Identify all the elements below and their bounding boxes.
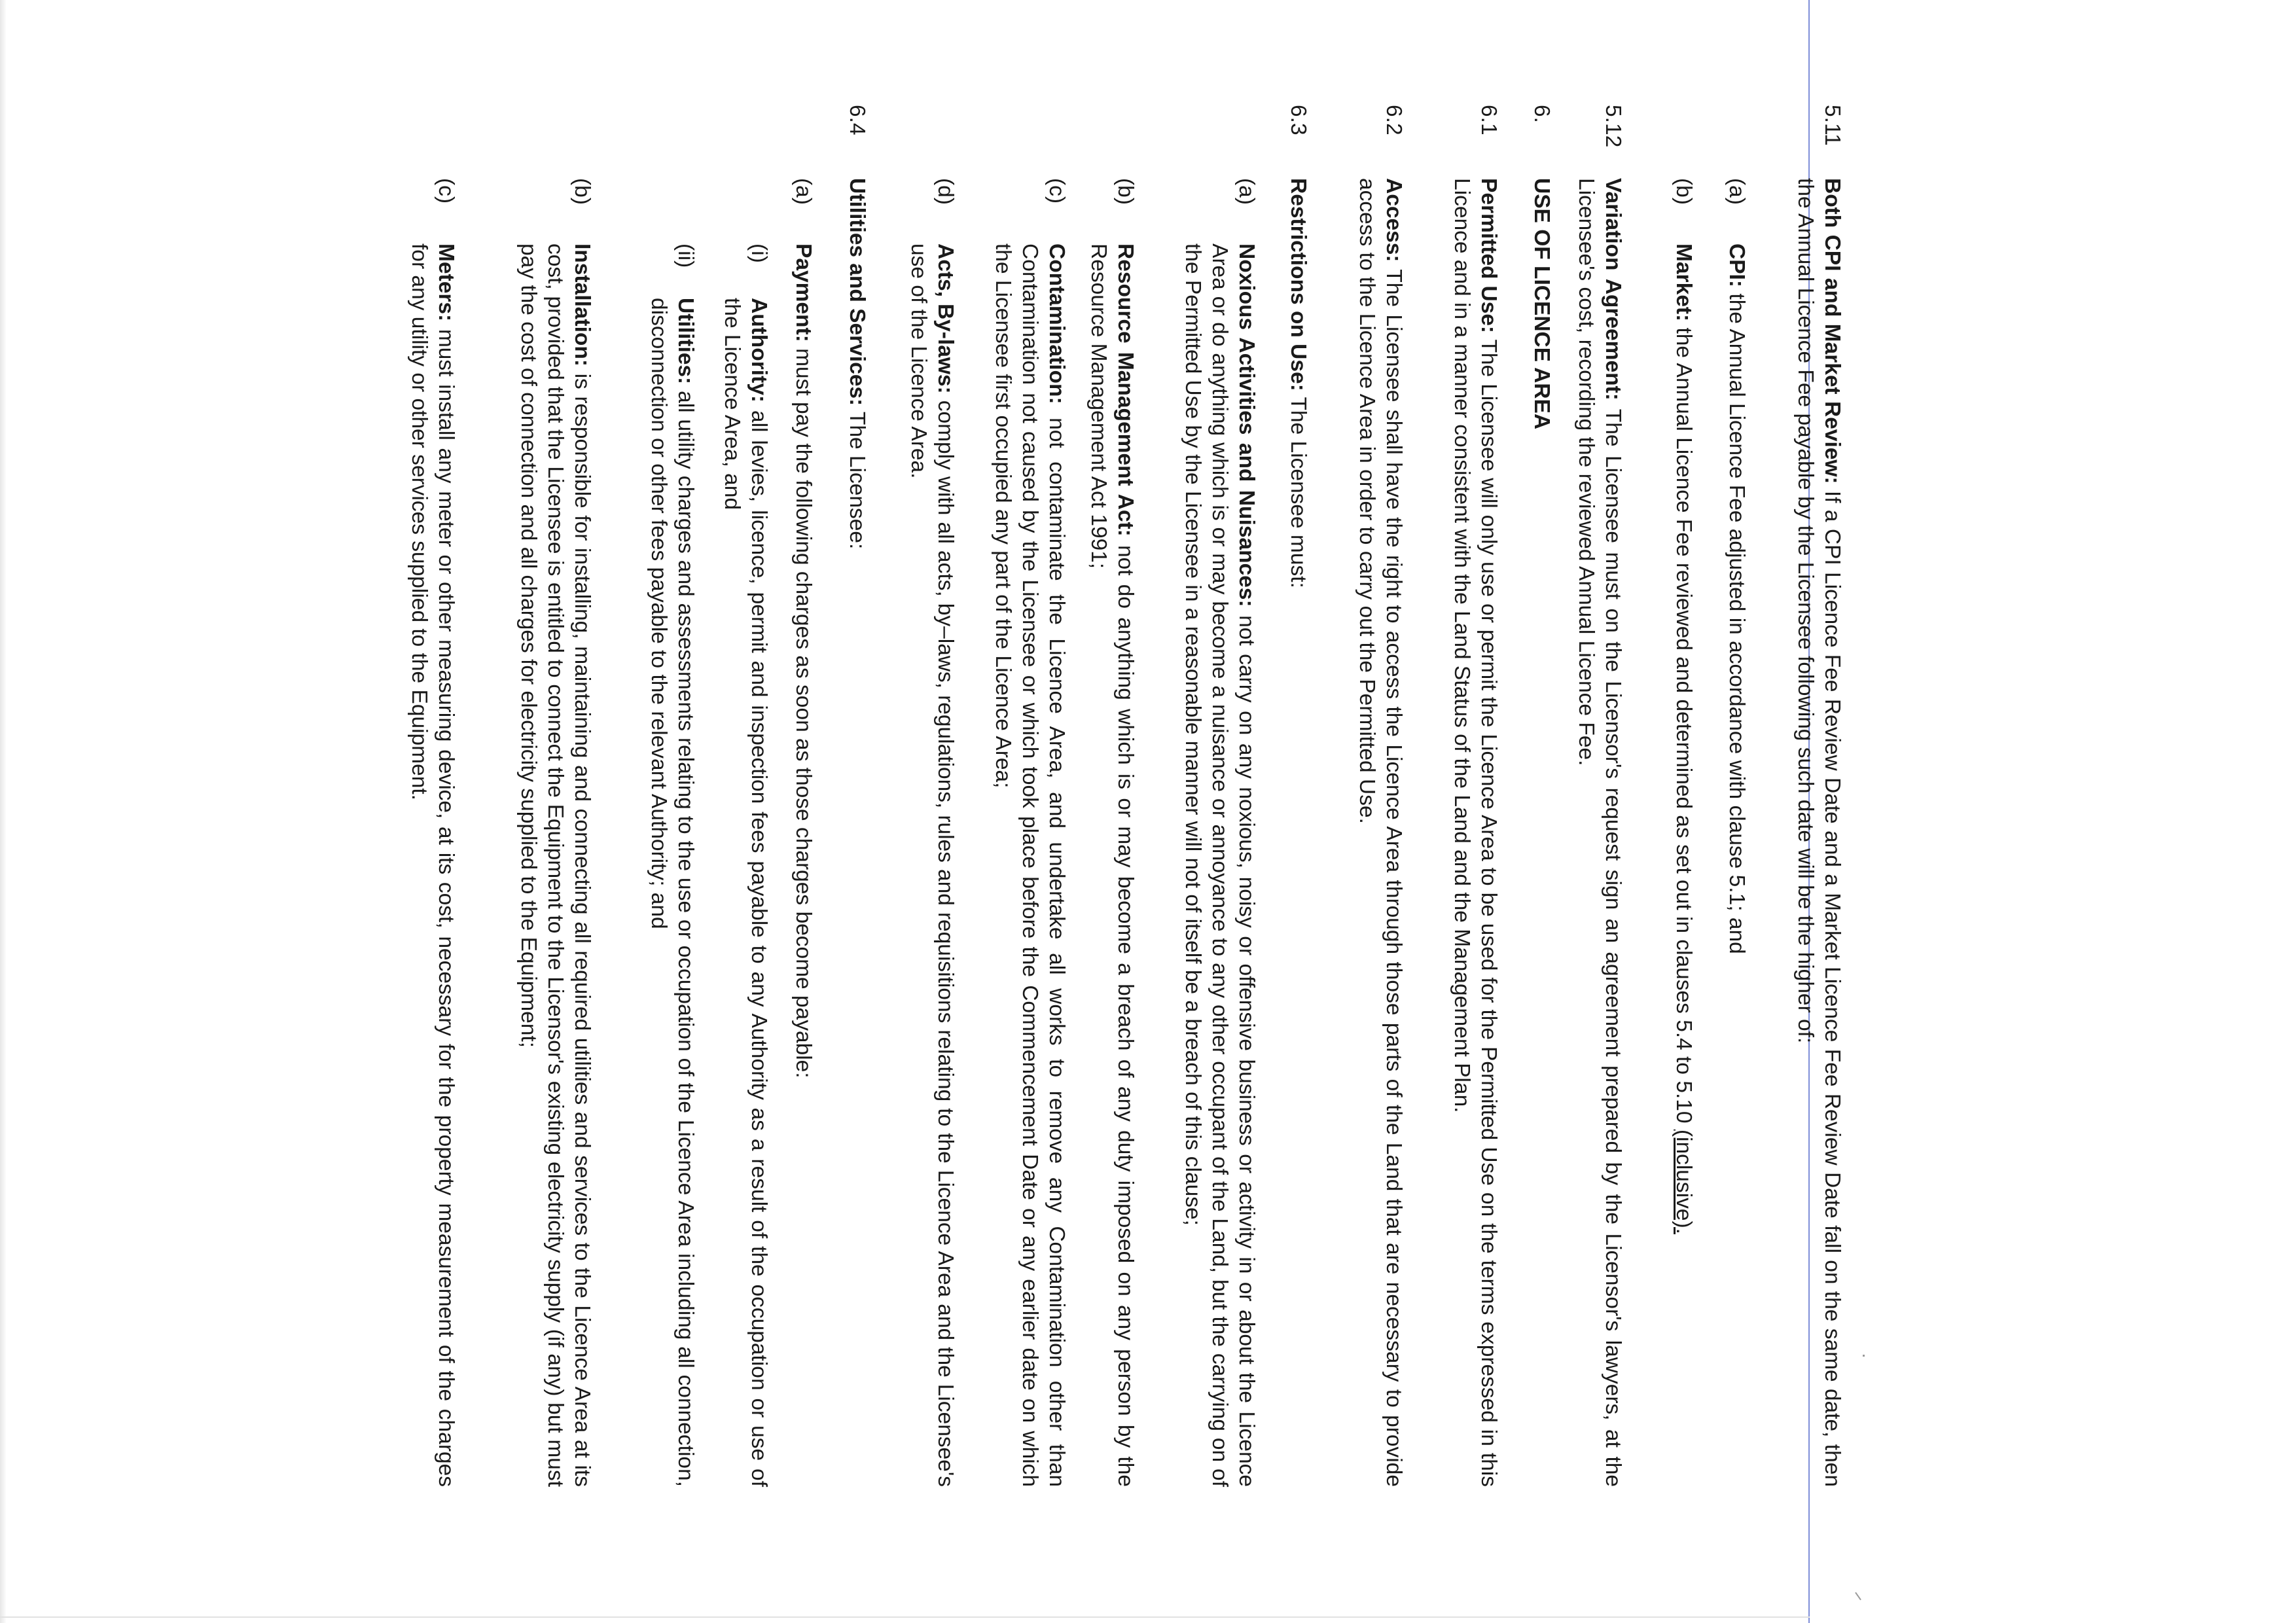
subclause-body [1179,243,1260,1487]
subclause-text: the Annual Licence Fee adjusted in accordance with clause 5.1; and [1725,293,1749,954]
item-text: all utility charges and assessments relating to the use or occupation of the Licence Area including all connection, disconnection or other fees payable to the relevant Authority; and [647,298,698,1487]
subclause-text: must install any meter or other measuring device, at its cost, necessary for the property measurement of the charges for any utility or other services supplied to the Equipment. [407,243,458,1487]
subclause-number: (c) [434,178,458,204]
clause-number: 6.1 [1477,105,1501,135]
clause-heading: Variation Agreement: [1601,178,1625,401]
subclause-body [990,243,1070,1487]
subclause-heading: Installation: [570,243,594,366]
subclause-heading: Noxious Activities and Nuisances: [1234,243,1259,607]
subclause-text: not contaminate the Licence Area, and undertake all works to remove any Contamination other than Contamination not caused by the Licensee or which took place before the Commencement Date or any earlier date on which the Licensee first occupied any part of the Licence Area; [991,243,1069,1487]
clause-heading: Permitted Use: [1477,178,1501,334]
subclause-heading: CPI: [1725,243,1749,287]
subclause-number: (b) [1113,178,1138,205]
clause-heading: Both CPI and Market Review: [1820,178,1844,484]
subclause-number: (b) [570,178,594,205]
clause-text: The Licensee must on the Licensor's request sign an agreement prepared by the Licensor's lawyers, at the Licensee's cost, recording the reviewed Annual Licence Fee. [1574,178,1625,1488]
subclause-number: (c) [1045,178,1069,204]
subclause-heading: Acts, By-laws: [933,243,958,394]
subclause-number: (a) [1725,178,1749,205]
subclause-text: comply with all acts, by–laws, regulations, rules and requisitions relating to the Licence Area and the Licensee's use of the Licence Area. [906,243,958,1487]
item-body [645,298,699,1487]
subclause-underlined-tail: (inclusive). [1672,1129,1696,1234]
clause-text: If a CPI Licence Fee Review Date and a Market Licence Fee Review Date fall on the same date, then the Annual Licence Fee payable by the Licensee following such date will be the higher of: [1793,178,1844,1487]
clause-number: 6.3 [1286,105,1310,135]
subclause-heading: Contamination: [1045,243,1069,404]
subclause-body [790,243,817,1487]
subclause-text: not carry on any noxious, noisy or offensive business or activity in or about the Licence Area or do anything which is or may become a nuisance or annoyance to any other occupant of the Land, but the carrying on of the Permitted Use by the Licensee in a reasonable manner will not of itself be a breach of this clause; [1181,243,1259,1487]
subclause-body [406,243,459,1487]
subclause-body [515,243,596,1487]
subclause-text: is responsible for installing, maintaining and connecting all required utilities and services to the Licence Area at its cost, provided that the Licensee is entitled to connect the Equipment to the Licensor's existing electricity supply (if any) but must pay the cost of connection and all charges for electricity supplied to the Equipment; [516,243,594,1487]
scan-speck [1863,1355,1865,1357]
item-number: (ii) [673,243,698,268]
licence-page [242,105,1846,1544]
subclause-text: not do anything which is or may become a breach of any duty imposed on any person by the Resource Management Act 1991; [1086,243,1138,1487]
item-heading: Authority: [747,298,771,403]
subclause-body [905,243,959,1487]
clause-body [1285,178,1312,1487]
subclause-body [1723,243,1750,1487]
clause-heading: Restrictions on Use: [1286,178,1310,391]
clause-number: 5.11 [1820,105,1844,146]
clause-text: The Licensee: [845,411,869,550]
subclause-number: (a) [791,178,816,205]
scan-bottom-edge [0,1616,1810,1618]
clause-heading: Utilities and Services: [845,178,869,406]
subclause-body [1670,243,1697,1487]
section-heading: USE OF LICENCE AREA [1530,178,1554,430]
scan-edge-shadow [0,0,7,1623]
item-body [719,298,772,1487]
clause-number: 6.4 [845,105,869,135]
subclause-number: (a) [1234,178,1259,205]
clause-body [1354,178,1407,1487]
clause-text: The Licensee will only use or permit the Licence Area to be used for the Permitted Use on the terms expressed in this Licence and in a manner consistent with the Land Status of the Land and the Management Plan. [1450,178,1501,1488]
scan-speck [1855,1592,1861,1601]
clause-body [1448,178,1502,1487]
subclause-text: must pay the following charges as soon as those charges become payable: [791,348,816,1079]
subclause-number: (d) [933,178,958,205]
clause-body [1792,178,1846,1487]
clause-number: 5.12 [1601,105,1625,148]
clause-text: The Licensee shall have the right to access the Licence Area through those parts of the Land that are necessary to provide access to the Licence Area in order to carry out the Permitted Use. [1355,178,1406,1488]
clause-body [1573,178,1626,1487]
item-text: all levies, licence, permit and inspection fees payable to any Authority as a result of the occupation or use of the Licence Area, and [720,298,771,1487]
item-number: (i) [747,243,771,263]
subclause-heading: Meters: [434,243,458,322]
subclause-text: the Annual Licence Fee reviewed and determined as set out in clauses 5.4 to 5.10 [1672,327,1696,1124]
subclause-heading: Payment: [791,243,816,342]
clause-text: The Licensee must: [1286,397,1310,588]
clause-number: 6.2 [1382,105,1406,135]
section-number: 6. [1530,105,1554,123]
subclause-heading: Market: [1672,243,1696,322]
subclause-number: (b) [1672,178,1696,205]
item-heading: Utilities: [673,298,698,385]
clause-body [844,178,870,1487]
section-body [1528,178,1555,1487]
clause-heading: Access: [1382,178,1406,262]
subclause-heading: Resource Management Act: [1113,243,1138,537]
subclause-body [1085,243,1139,1487]
